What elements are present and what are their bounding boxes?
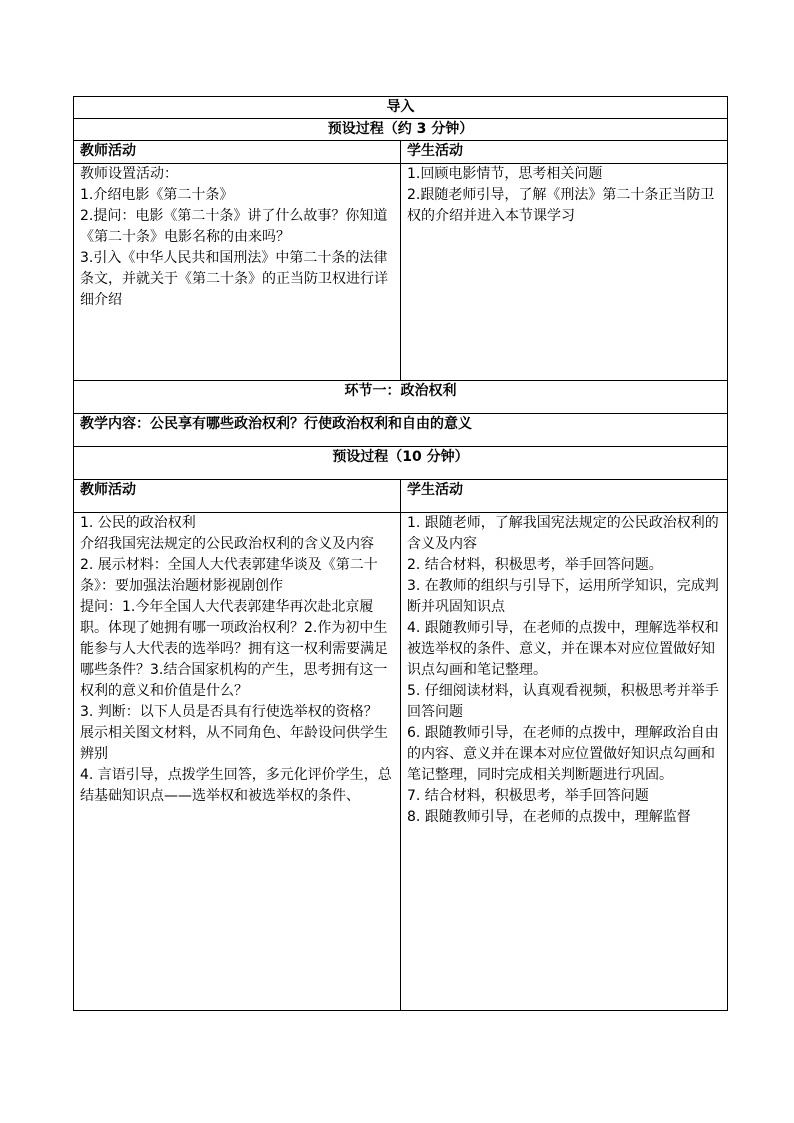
section1-student-line: 4. 跟随教师引导，在老师的点拨中，理解选举权和被选举权的条件、意义，并在课本对应位置做好知识点勾画和笔记整理。: [407, 620, 719, 678]
section1-teacher-line: 1. 公民的政治权利: [80, 515, 196, 531]
intro-student-line: 1.回顾电影情节，思考相关问题: [407, 166, 603, 182]
section1-process-title: 预设过程（10 分钟）: [74, 447, 728, 480]
intro-process-row: [74, 119, 728, 141]
section1-teacher-line: 3. 判断：以下人员是否具有行使选举权的资格？: [80, 704, 378, 720]
section1-teacher-line: 介绍我国宪法规定的公民政治权利的含义及内容: [80, 536, 374, 552]
section1-activity-row: [74, 513, 728, 1011]
intro-teacher-line: 1.介绍电影《第二十条》: [80, 187, 234, 203]
section1-teacher-line: 4. 言语引导，点拨学生回答，多元化评价学生，总结基础知识点——选举权和被选举权的条件、: [80, 767, 392, 804]
section1-student-cell: [401, 513, 728, 1011]
section1-teacher-header: 教师活动: [74, 480, 401, 513]
intro-teacher-header: 教师活动: [74, 141, 401, 164]
section1-student-header: 学生活动: [401, 480, 728, 513]
section1-teacher-line: 提问：1.今年全国人大代表郭建华再次赴北京履职。体现了她拥有哪一项政治权利？2.作为初中生能参与人大代表的选举吗？拥有这一权利需要满足哪些条件？3.结合国家机构的产生，思考拥有这一权利的意义和价值是什么？: [80, 599, 388, 699]
section1-teacher-line: 2. 展示材料：全国人大代表郭建华谈及《第二十条》：要加强法治题材影视剧创作: [80, 557, 378, 594]
intro-teacher-line: 教师设置活动：: [80, 166, 178, 182]
section1-content-row: [74, 414, 728, 447]
intro-student-line: 2.跟随老师引导，了解《刑法》第二十条正当防卫权的介绍并进入本节课学习: [407, 187, 715, 224]
intro-teacher-line: 3.引入《中华人民共和国刑法》中第二十条的法律条文，并就关于《第二十条》的正当防卫权进行详细介绍: [80, 250, 388, 308]
intro-column-header-row: [74, 141, 728, 164]
section1-student-line: 7. 结合材料，积极思考，举手回答问题: [407, 788, 649, 804]
section1-teacher-cell: [74, 513, 401, 1011]
intro-title: 导入: [74, 97, 728, 119]
intro-student-cell: [401, 164, 728, 381]
intro-activity-row: [74, 164, 728, 381]
intro-teacher-cell: [74, 164, 401, 381]
section1-student-line: 6. 跟随教师引导，在老师的点拨中，理解政治自由的内容、意义并在课本对应位置做好知识点勾画和笔记整理，同时完成相关判断题进行巩固。: [407, 725, 719, 783]
section1-title: 环节一：政治权利: [74, 381, 728, 414]
section1-student-line: 1. 跟随老师，了解我国宪法规定的公民政治权利的含义及内容: [407, 515, 719, 552]
section1-student-line: 8. 跟随教师引导，在老师的点拨中，理解监督: [407, 809, 691, 825]
section1-column-header-row: [74, 480, 728, 513]
section1-teacher-line: 展示相关图文材料，从不同角色、年龄设问供学生辨别: [80, 725, 388, 762]
intro-teacher-line: 2.提问：电影《第二十条》讲了什么故事？你知道《第二十条》电影名称的由来吗？: [80, 208, 388, 245]
section1-content: 教学内容：公民享有哪些政治权利？行使政治权利和自由的意义: [74, 414, 728, 447]
lesson-plan-table: [73, 96, 728, 1011]
section1-student-line: 3. 在教师的组织与引导下，运用所学知识，完成判断并巩固知识点: [407, 578, 719, 615]
intro-title-row: [74, 97, 728, 119]
section1-process-row: [74, 447, 728, 480]
intro-process-title: 预设过程（约 3 分钟）: [74, 119, 728, 141]
section1-student-line: 2. 结合材料，积极思考，举手回答问题。: [407, 557, 663, 573]
section1-title-row: [74, 381, 728, 414]
intro-student-header: 学生活动: [401, 141, 728, 164]
section1-student-line: 5. 仔细阅读材料，认真观看视频，积极思考并举手回答问题: [407, 683, 719, 720]
